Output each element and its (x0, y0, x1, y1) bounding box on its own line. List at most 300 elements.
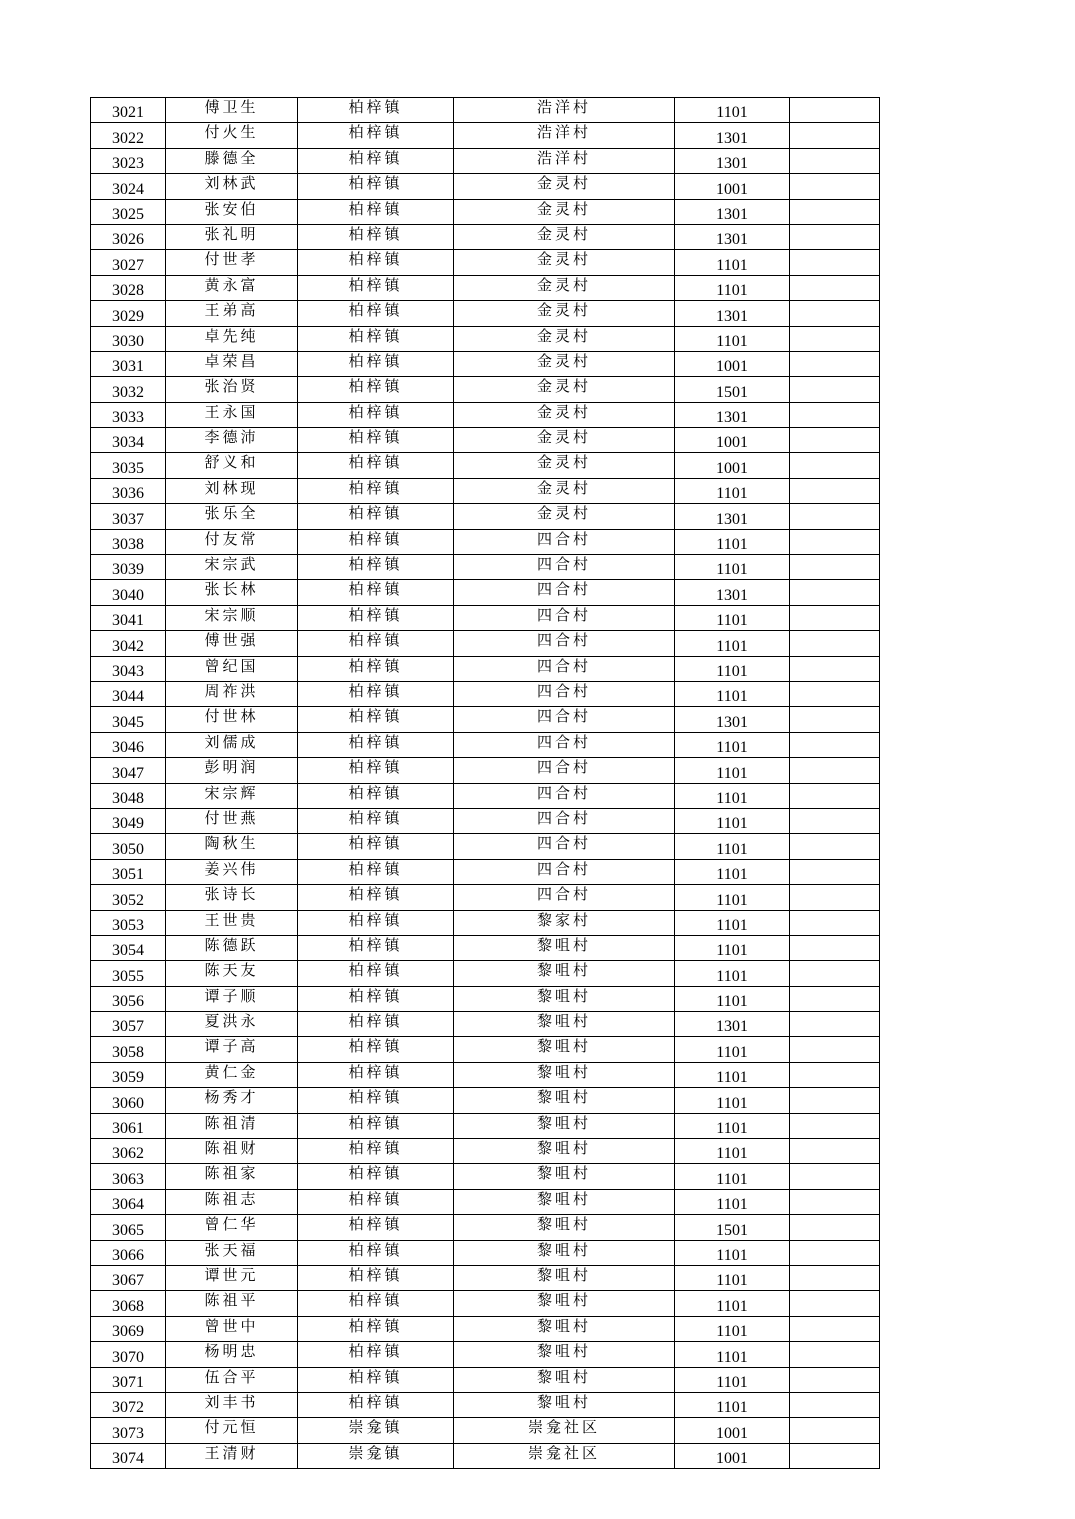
row-number-cell: 3062 (91, 1139, 166, 1164)
table-row (91, 1012, 880, 1037)
code-cell: 1101 (675, 859, 790, 884)
code-cell: 1301 (675, 123, 790, 148)
row-number-cell: 3061 (91, 1113, 166, 1138)
code-cell: 1001 (675, 1443, 790, 1468)
town-cell: 柏梓镇 (298, 1037, 454, 1062)
remark-cell (790, 148, 880, 173)
table-row (91, 1037, 880, 1062)
row-number-cell: 3071 (91, 1367, 166, 1392)
row-number-cell: 3047 (91, 758, 166, 783)
name-cell: 姜兴伟 (166, 859, 298, 884)
remark-cell (790, 529, 880, 554)
row-number-cell: 3023 (91, 148, 166, 173)
row-number-cell: 3050 (91, 834, 166, 859)
code-cell: 1101 (675, 98, 790, 123)
town-cell: 柏梓镇 (298, 199, 454, 224)
remark-cell (790, 199, 880, 224)
village-cell: 黎咀村 (454, 1037, 675, 1062)
code-cell: 1101 (675, 885, 790, 910)
remark-cell (790, 1265, 880, 1290)
row-number-cell: 3054 (91, 935, 166, 960)
code-cell: 1101 (675, 1139, 790, 1164)
town-cell: 柏梓镇 (298, 402, 454, 427)
table-row (91, 250, 880, 275)
table-row (91, 1265, 880, 1290)
name-cell: 陈祖清 (166, 1113, 298, 1138)
village-cell: 四合村 (454, 555, 675, 580)
town-cell: 柏梓镇 (298, 326, 454, 351)
village-cell: 黎咀村 (454, 1189, 675, 1214)
town-cell: 柏梓镇 (298, 885, 454, 910)
row-number-cell: 3067 (91, 1265, 166, 1290)
code-cell: 1101 (675, 758, 790, 783)
table-row (91, 1189, 880, 1214)
code-cell: 1101 (675, 1342, 790, 1367)
village-cell: 黎咀村 (454, 1291, 675, 1316)
table-row (91, 1113, 880, 1138)
code-cell: 1501 (675, 1215, 790, 1240)
table-row (91, 910, 880, 935)
name-cell: 黄仁金 (166, 1062, 298, 1087)
name-cell: 陈德跃 (166, 935, 298, 960)
row-number-cell: 3072 (91, 1392, 166, 1417)
table-row (91, 478, 880, 503)
row-number-cell: 3069 (91, 1316, 166, 1341)
row-number-cell: 3056 (91, 986, 166, 1011)
table-row (91, 885, 880, 910)
table-row (91, 707, 880, 732)
row-number-cell: 3034 (91, 428, 166, 453)
village-cell: 黎咀村 (454, 961, 675, 986)
code-cell: 1101 (675, 250, 790, 275)
table-row (91, 605, 880, 630)
name-cell: 滕德全 (166, 148, 298, 173)
remark-cell (790, 1037, 880, 1062)
village-cell: 浩洋村 (454, 98, 675, 123)
remark-cell (790, 351, 880, 376)
table-row (91, 402, 880, 427)
remark-cell (790, 98, 880, 123)
village-cell: 黎咀村 (454, 1139, 675, 1164)
code-cell: 1301 (675, 580, 790, 605)
code-cell: 1101 (675, 910, 790, 935)
row-number-cell: 3068 (91, 1291, 166, 1316)
name-cell: 陈祖财 (166, 1139, 298, 1164)
row-number-cell: 3063 (91, 1164, 166, 1189)
name-cell: 张长林 (166, 580, 298, 605)
row-number-cell: 3048 (91, 783, 166, 808)
code-cell: 1001 (675, 1418, 790, 1443)
remark-cell (790, 1012, 880, 1037)
village-cell: 四合村 (454, 631, 675, 656)
town-cell: 柏梓镇 (298, 1113, 454, 1138)
village-cell: 四合村 (454, 783, 675, 808)
remark-cell (790, 885, 880, 910)
remark-cell (790, 961, 880, 986)
row-number-cell: 3040 (91, 580, 166, 605)
table-row (91, 1062, 880, 1087)
code-cell: 1001 (675, 428, 790, 453)
village-cell: 浩洋村 (454, 123, 675, 148)
name-cell: 宋宗武 (166, 555, 298, 580)
town-cell: 柏梓镇 (298, 555, 454, 580)
row-number-cell: 3051 (91, 859, 166, 884)
village-cell: 金灵村 (454, 351, 675, 376)
name-cell: 张安伯 (166, 199, 298, 224)
code-cell: 1101 (675, 656, 790, 681)
village-cell: 金灵村 (454, 250, 675, 275)
row-number-cell: 3043 (91, 656, 166, 681)
town-cell: 柏梓镇 (298, 224, 454, 249)
village-cell: 黎咀村 (454, 1367, 675, 1392)
remark-cell (790, 808, 880, 833)
remark-cell (790, 986, 880, 1011)
code-cell: 1101 (675, 935, 790, 960)
table-row (91, 1215, 880, 1240)
name-cell: 舒义和 (166, 453, 298, 478)
code-cell: 1001 (675, 174, 790, 199)
table-row (91, 199, 880, 224)
village-cell: 四合村 (454, 834, 675, 859)
village-cell: 四合村 (454, 859, 675, 884)
village-cell: 黎咀村 (454, 1265, 675, 1290)
table-row (91, 1088, 880, 1113)
roster-body (91, 98, 880, 1469)
town-cell: 柏梓镇 (298, 123, 454, 148)
town-cell: 柏梓镇 (298, 1342, 454, 1367)
table-row (91, 580, 880, 605)
remark-cell (790, 707, 880, 732)
town-cell: 柏梓镇 (298, 1139, 454, 1164)
name-cell: 陶秋生 (166, 834, 298, 859)
table-row (91, 529, 880, 554)
town-cell: 柏梓镇 (298, 1265, 454, 1290)
name-cell: 张治贤 (166, 377, 298, 402)
table-row (91, 224, 880, 249)
name-cell: 曾仁华 (166, 1215, 298, 1240)
remark-cell (790, 478, 880, 503)
row-number-cell: 3021 (91, 98, 166, 123)
row-number-cell: 3027 (91, 250, 166, 275)
name-cell: 王清财 (166, 1443, 298, 1468)
remark-cell (790, 1291, 880, 1316)
name-cell: 付世孝 (166, 250, 298, 275)
village-cell: 金灵村 (454, 301, 675, 326)
row-number-cell: 3024 (91, 174, 166, 199)
table-row (91, 1443, 880, 1468)
town-cell: 柏梓镇 (298, 580, 454, 605)
code-cell: 1101 (675, 326, 790, 351)
name-cell: 王弟高 (166, 301, 298, 326)
code-cell: 1101 (675, 732, 790, 757)
village-cell: 四合村 (454, 885, 675, 910)
table-row (91, 1139, 880, 1164)
remark-cell (790, 1443, 880, 1468)
table-row (91, 758, 880, 783)
town-cell: 柏梓镇 (298, 1215, 454, 1240)
town-cell: 柏梓镇 (298, 98, 454, 123)
village-cell: 四合村 (454, 808, 675, 833)
village-cell: 四合村 (454, 580, 675, 605)
town-cell: 柏梓镇 (298, 1316, 454, 1341)
code-cell: 1101 (675, 1113, 790, 1138)
name-cell: 付火生 (166, 123, 298, 148)
code-cell: 1301 (675, 1012, 790, 1037)
row-number-cell: 3058 (91, 1037, 166, 1062)
remark-cell (790, 1367, 880, 1392)
remark-cell (790, 1342, 880, 1367)
name-cell: 王世贵 (166, 910, 298, 935)
code-cell: 1101 (675, 1265, 790, 1290)
table-row (91, 1392, 880, 1417)
code-cell: 1101 (675, 1240, 790, 1265)
name-cell: 张天福 (166, 1240, 298, 1265)
code-cell: 1101 (675, 1316, 790, 1341)
name-cell: 谭子高 (166, 1037, 298, 1062)
village-cell: 金灵村 (454, 224, 675, 249)
town-cell: 柏梓镇 (298, 732, 454, 757)
remark-cell (790, 631, 880, 656)
table-row (91, 1240, 880, 1265)
town-cell: 柏梓镇 (298, 1012, 454, 1037)
name-cell: 谭子顺 (166, 986, 298, 1011)
remark-cell (790, 1164, 880, 1189)
remark-cell (790, 275, 880, 300)
village-cell: 金灵村 (454, 402, 675, 427)
table-row (91, 656, 880, 681)
town-cell: 柏梓镇 (298, 859, 454, 884)
table-row (91, 783, 880, 808)
row-number-cell: 3045 (91, 707, 166, 732)
code-cell: 1101 (675, 961, 790, 986)
town-cell: 柏梓镇 (298, 1240, 454, 1265)
name-cell: 卓荣昌 (166, 351, 298, 376)
town-cell: 柏梓镇 (298, 478, 454, 503)
row-number-cell: 3031 (91, 351, 166, 376)
name-cell: 陈祖家 (166, 1164, 298, 1189)
remark-cell (790, 1113, 880, 1138)
village-cell: 浩洋村 (454, 148, 675, 173)
code-cell: 1101 (675, 783, 790, 808)
row-number-cell: 3070 (91, 1342, 166, 1367)
remark-cell (790, 377, 880, 402)
table-row (91, 555, 880, 580)
code-cell: 1101 (675, 529, 790, 554)
name-cell: 傅卫生 (166, 98, 298, 123)
code-cell: 1101 (675, 808, 790, 833)
row-number-cell: 3064 (91, 1189, 166, 1214)
village-cell: 四合村 (454, 758, 675, 783)
code-cell: 1101 (675, 986, 790, 1011)
town-cell: 柏梓镇 (298, 174, 454, 199)
town-cell: 柏梓镇 (298, 148, 454, 173)
village-cell: 四合村 (454, 529, 675, 554)
remark-cell (790, 935, 880, 960)
name-cell: 曾纪国 (166, 656, 298, 681)
village-cell: 黎家村 (454, 910, 675, 935)
name-cell: 卓先纯 (166, 326, 298, 351)
village-cell: 黎咀村 (454, 1088, 675, 1113)
town-cell: 柏梓镇 (298, 453, 454, 478)
row-number-cell: 3036 (91, 478, 166, 503)
name-cell: 周祚洪 (166, 681, 298, 706)
village-cell: 黎咀村 (454, 1316, 675, 1341)
code-cell: 1101 (675, 1291, 790, 1316)
row-number-cell: 3028 (91, 275, 166, 300)
town-cell: 柏梓镇 (298, 428, 454, 453)
village-cell: 四合村 (454, 656, 675, 681)
town-cell: 柏梓镇 (298, 504, 454, 529)
town-cell: 柏梓镇 (298, 808, 454, 833)
village-cell: 四合村 (454, 707, 675, 732)
town-cell: 柏梓镇 (298, 783, 454, 808)
town-cell: 柏梓镇 (298, 834, 454, 859)
village-cell: 四合村 (454, 732, 675, 757)
name-cell: 陈祖志 (166, 1189, 298, 1214)
table-row (91, 1316, 880, 1341)
row-number-cell: 3049 (91, 808, 166, 833)
village-cell: 金灵村 (454, 174, 675, 199)
village-cell: 黎咀村 (454, 1392, 675, 1417)
remark-cell (790, 174, 880, 199)
code-cell: 1301 (675, 148, 790, 173)
row-number-cell: 3073 (91, 1418, 166, 1443)
table-row (91, 961, 880, 986)
row-number-cell: 3059 (91, 1062, 166, 1087)
code-cell: 1101 (675, 1037, 790, 1062)
town-cell: 柏梓镇 (298, 377, 454, 402)
table-row (91, 732, 880, 757)
code-cell: 1101 (675, 834, 790, 859)
name-cell: 李德沛 (166, 428, 298, 453)
code-cell: 1101 (675, 1164, 790, 1189)
table-row (91, 301, 880, 326)
remark-cell (790, 1215, 880, 1240)
name-cell: 宋宗辉 (166, 783, 298, 808)
remark-cell (790, 859, 880, 884)
row-number-cell: 3029 (91, 301, 166, 326)
town-cell: 柏梓镇 (298, 758, 454, 783)
town-cell: 崇龛镇 (298, 1418, 454, 1443)
remark-cell (790, 301, 880, 326)
name-cell: 曾世中 (166, 1316, 298, 1341)
town-cell: 柏梓镇 (298, 707, 454, 732)
table-row (91, 174, 880, 199)
code-cell: 1101 (675, 1392, 790, 1417)
remark-cell (790, 605, 880, 630)
village-cell: 金灵村 (454, 199, 675, 224)
remark-cell (790, 123, 880, 148)
code-cell: 1301 (675, 707, 790, 732)
table-row (91, 834, 880, 859)
table-row (91, 808, 880, 833)
town-cell: 柏梓镇 (298, 301, 454, 326)
town-cell: 柏梓镇 (298, 935, 454, 960)
code-cell: 1101 (675, 631, 790, 656)
village-cell: 黎咀村 (454, 1113, 675, 1138)
town-cell: 柏梓镇 (298, 275, 454, 300)
table-row (91, 148, 880, 173)
remark-cell (790, 555, 880, 580)
code-cell: 1101 (675, 1062, 790, 1087)
remark-cell (790, 758, 880, 783)
table-row (91, 326, 880, 351)
town-cell: 崇龛镇 (298, 1443, 454, 1468)
village-cell: 黎咀村 (454, 1062, 675, 1087)
code-cell: 1101 (675, 478, 790, 503)
code-cell: 1301 (675, 301, 790, 326)
village-cell: 黎咀村 (454, 1215, 675, 1240)
village-cell: 金灵村 (454, 504, 675, 529)
row-number-cell: 3037 (91, 504, 166, 529)
row-number-cell: 3030 (91, 326, 166, 351)
town-cell: 柏梓镇 (298, 1164, 454, 1189)
town-cell: 柏梓镇 (298, 529, 454, 554)
town-cell: 柏梓镇 (298, 656, 454, 681)
town-cell: 柏梓镇 (298, 1088, 454, 1113)
remark-cell (790, 656, 880, 681)
code-cell: 1001 (675, 351, 790, 376)
name-cell: 张诗长 (166, 885, 298, 910)
row-number-cell: 3033 (91, 402, 166, 427)
name-cell: 杨秀才 (166, 1088, 298, 1113)
code-cell: 1001 (675, 453, 790, 478)
village-cell: 黎咀村 (454, 935, 675, 960)
name-cell: 付世燕 (166, 808, 298, 833)
code-cell: 1101 (675, 1367, 790, 1392)
name-cell: 张乐全 (166, 504, 298, 529)
remark-cell (790, 428, 880, 453)
table-row (91, 453, 880, 478)
name-cell: 彭明润 (166, 758, 298, 783)
remark-cell (790, 1392, 880, 1417)
table-row (91, 1164, 880, 1189)
town-cell: 柏梓镇 (298, 1367, 454, 1392)
village-cell: 金灵村 (454, 377, 675, 402)
village-cell: 四合村 (454, 605, 675, 630)
village-cell: 四合村 (454, 681, 675, 706)
village-cell: 黎咀村 (454, 1012, 675, 1037)
town-cell: 柏梓镇 (298, 910, 454, 935)
row-number-cell: 3041 (91, 605, 166, 630)
remark-cell (790, 1139, 880, 1164)
roster-table (90, 97, 880, 1469)
table-row (91, 1342, 880, 1367)
town-cell: 柏梓镇 (298, 351, 454, 376)
remark-cell (790, 504, 880, 529)
town-cell: 柏梓镇 (298, 1062, 454, 1087)
code-cell: 1301 (675, 504, 790, 529)
row-number-cell: 3074 (91, 1443, 166, 1468)
name-cell: 王永国 (166, 402, 298, 427)
code-cell: 1301 (675, 224, 790, 249)
remark-cell (790, 783, 880, 808)
table-row (91, 1291, 880, 1316)
table-row (91, 504, 880, 529)
row-number-cell: 3022 (91, 123, 166, 148)
table-row (91, 1418, 880, 1443)
remark-cell (790, 732, 880, 757)
row-number-cell: 3039 (91, 555, 166, 580)
table-row (91, 351, 880, 376)
row-number-cell: 3035 (91, 453, 166, 478)
name-cell: 黄永富 (166, 275, 298, 300)
town-cell: 柏梓镇 (298, 1189, 454, 1214)
remark-cell (790, 1062, 880, 1087)
name-cell: 刘林武 (166, 174, 298, 199)
code-cell: 1101 (675, 555, 790, 580)
table-row (91, 859, 880, 884)
